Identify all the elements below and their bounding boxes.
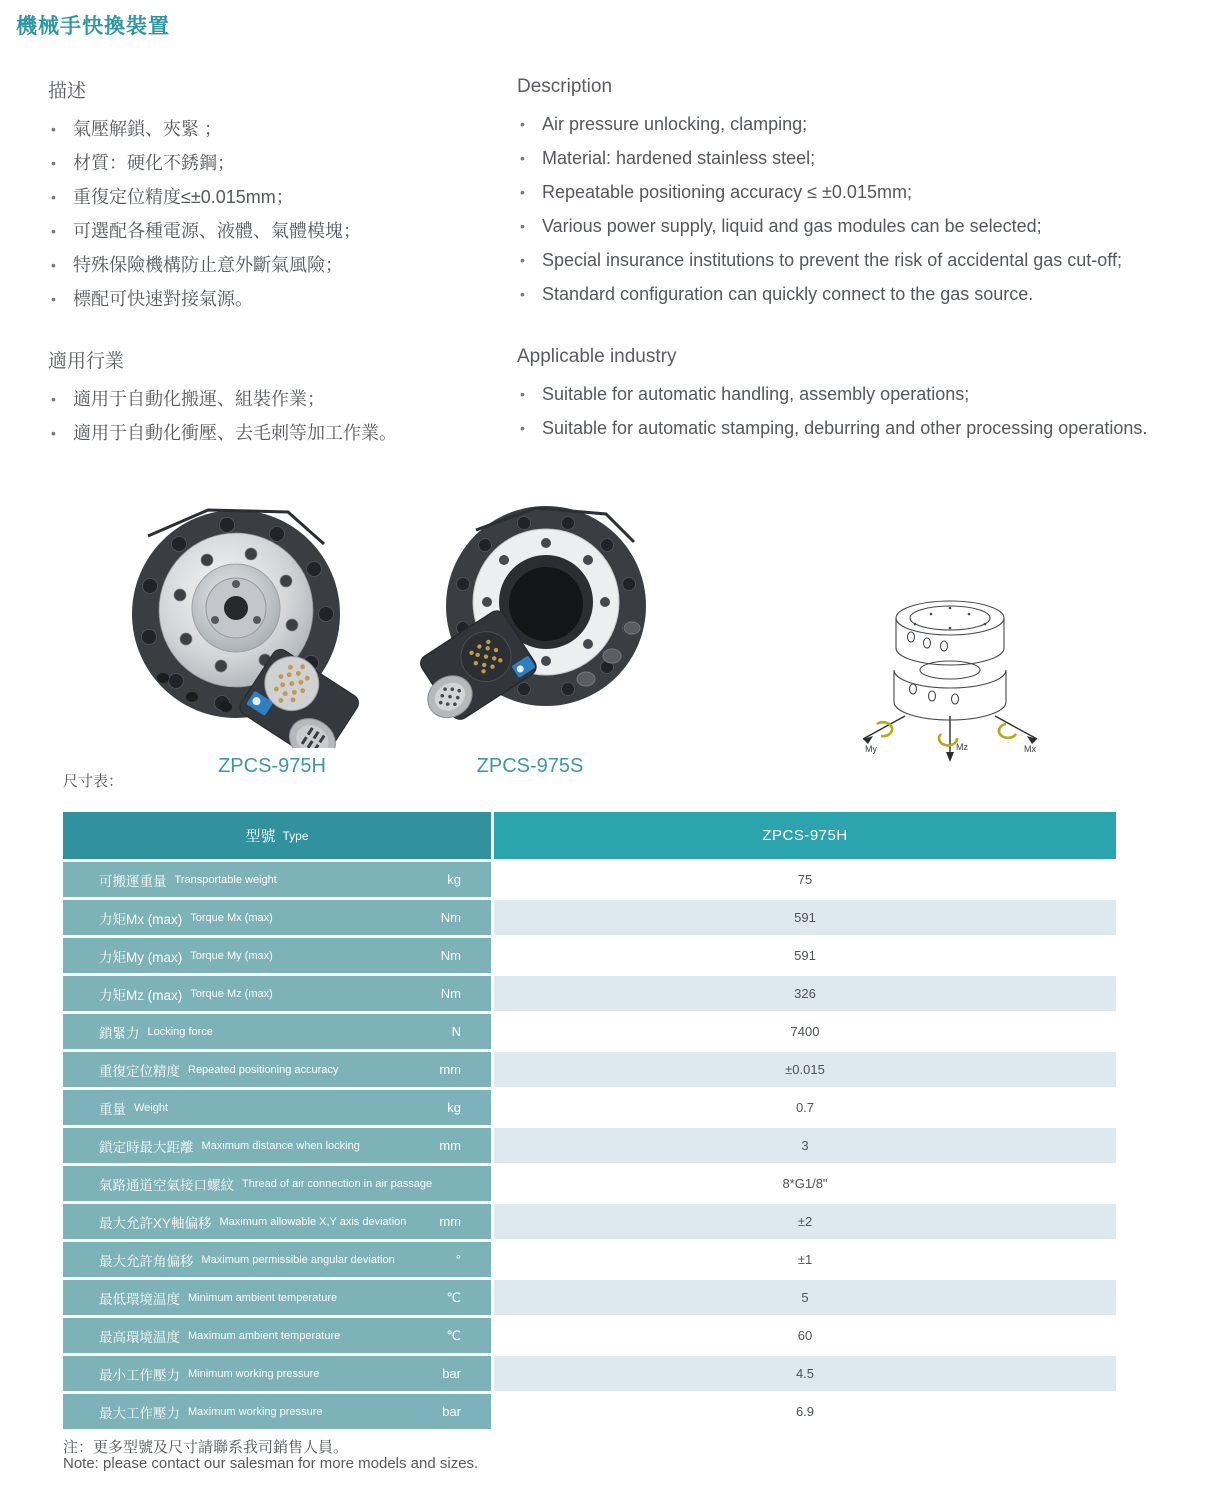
- list-item: • 重復定位精度≤±0.015mm；: [48, 183, 498, 211]
- table-row: [63, 1318, 1116, 1353]
- spec-unit: °: [455, 1252, 461, 1267]
- spec-label-cell: [63, 1014, 491, 1049]
- spec-unit: kg: [447, 872, 461, 887]
- spec-table-header: [63, 812, 1116, 859]
- spec-unit: mm: [439, 1138, 461, 1153]
- spec-value-cell: 591: [494, 938, 1116, 973]
- spec-unit: ℃: [446, 1327, 461, 1343]
- table-row: [63, 938, 1116, 973]
- spec-zh: 力矩Mz (max): [99, 987, 183, 1003]
- spec-label-cell: [63, 1356, 491, 1391]
- list-item: • Air pressure unlocking, clamping;: [517, 110, 1197, 138]
- spec-table: [63, 812, 1116, 1432]
- spec-zh: 力矩Mx (max): [99, 911, 183, 927]
- list-item: • 特殊保險機構防止意外斷氣風險；: [48, 251, 498, 279]
- spec-zh: 最大工作壓力: [99, 1405, 180, 1421]
- bullet-list: [48, 385, 498, 447]
- spec-label-cell: [63, 1318, 491, 1353]
- spec-value-cell: 0.7: [494, 1090, 1116, 1125]
- table-row: [63, 1242, 1116, 1277]
- note-en: Note: please contact our salesman for more models and sizes.: [63, 1455, 479, 1472]
- spec-label-cell: [63, 1128, 491, 1163]
- product-label-975s: ZPCS-975S: [476, 755, 584, 777]
- spec-zh: 可搬運重量: [99, 873, 167, 889]
- spec-value-cell: 591: [494, 900, 1116, 935]
- bullet-list: [517, 380, 1197, 442]
- spec-value-cell: 3: [494, 1128, 1116, 1163]
- list-item: • Material: hardened stainless steel;: [517, 144, 1197, 172]
- table-row: [63, 900, 1116, 935]
- spec-zh: 最高環境温度: [99, 1329, 180, 1345]
- spec-label-cell: [63, 1280, 491, 1315]
- list-item: • Standard configuration can quickly connect to the gas source.: [517, 280, 1197, 308]
- section-heading: Applicable industry: [517, 346, 677, 367]
- spec-en: Weight: [134, 1101, 169, 1114]
- spec-value-cell: ±2: [494, 1204, 1116, 1239]
- product-photo-975h-image: [88, 496, 390, 748]
- spec-unit: mm: [439, 1062, 461, 1077]
- spec-en: Minimum ambient temperature: [188, 1291, 338, 1304]
- list-item: • Suitable for automatic stamping, deburring and other processing operations.: [517, 414, 1197, 442]
- note-zh: 注：更多型號及尺寸請聯系我司銷售人員。: [63, 1439, 349, 1456]
- list-item: • Various power supply, liquid and gas modules can be selected;: [517, 212, 1197, 240]
- spec-unit: Nm: [440, 986, 461, 1001]
- spec-zh: 力矩My (max): [99, 949, 183, 965]
- size-table-label: 尺寸表：: [63, 773, 124, 790]
- spec-unit: N: [451, 1024, 461, 1039]
- spec-en: Maximum distance when locking: [201, 1139, 360, 1152]
- section-heading: Description: [517, 76, 613, 97]
- spec-zh: 鎖定時最大距離: [99, 1139, 194, 1155]
- table-row: [63, 1204, 1116, 1239]
- product-label-975h: ZPCS-975H: [218, 755, 326, 777]
- spec-value-cell: 60: [494, 1318, 1116, 1353]
- table-row: [63, 1394, 1116, 1429]
- table-row: [63, 1090, 1116, 1125]
- spec-value-cell: ±0.015: [494, 1052, 1116, 1087]
- spec-zh: 氣路通道空氣接口螺紋: [99, 1177, 234, 1193]
- list-item: • 材質：硬化不銹鋼；: [48, 149, 498, 177]
- list-item: • Special insurance institutions to prevent the risk of accidental gas cut-off;: [517, 246, 1197, 274]
- spec-zh: 最大允許角偏移: [99, 1253, 194, 1269]
- list-item: • 氣壓解鎖、夾緊 ；: [48, 115, 498, 143]
- spec-en: Repeated positioning accuracy: [188, 1063, 339, 1076]
- section-industry-zh: [48, 346, 498, 453]
- spec-en: Torque Mz (max): [190, 987, 273, 1000]
- bullet-list: [48, 115, 498, 313]
- spec-value-cell: 75: [494, 862, 1116, 897]
- spec-unit: bar: [442, 1404, 461, 1419]
- spec-unit: Nm: [440, 948, 461, 963]
- table-row: [63, 1014, 1116, 1049]
- spec-en: Minimum working pressure: [188, 1367, 320, 1380]
- table-row: [63, 1166, 1116, 1201]
- spec-en: Maximum working pressure: [188, 1405, 323, 1418]
- header-cell-type: [63, 812, 491, 859]
- list-item: • Suitable for automatic handling, assembly operations;: [517, 380, 1197, 408]
- page-title: 機械手快換裝置: [16, 15, 170, 38]
- spec-value-cell: 8*G1/8": [494, 1166, 1116, 1201]
- section-industry-en: [517, 346, 1197, 448]
- list-item: • Repeatable positioning accuracy ≤ ±0.015mm;: [517, 178, 1197, 206]
- spec-label-cell: [63, 976, 491, 1011]
- spec-value-cell: 4.5: [494, 1356, 1116, 1391]
- section-description-zh: [48, 76, 498, 319]
- spec-label-cell: [63, 862, 491, 897]
- list-item: • 適用于自動化衝壓、去毛刺等加工作業。: [48, 419, 498, 447]
- spec-unit: mm: [439, 1214, 461, 1229]
- table-row: [63, 862, 1116, 897]
- table-row: [63, 1280, 1116, 1315]
- spec-en: Transportable weight: [174, 873, 277, 886]
- spec-label-cell: [63, 1166, 491, 1201]
- table-row: [63, 1128, 1116, 1163]
- spec-en: Maximum permissible angular deviation: [201, 1253, 395, 1266]
- spec-label-cell: [63, 900, 491, 935]
- spec-en: Torque Mx (max): [190, 911, 273, 924]
- axis-label-my: My: [865, 744, 877, 754]
- spec-zh: 最小工作壓力: [99, 1367, 180, 1383]
- spec-value-cell: 5: [494, 1280, 1116, 1315]
- table-row: [63, 976, 1116, 1011]
- list-item: • 可選配各種電源、液體、氣體模塊；: [48, 217, 498, 245]
- spec-zh: 最低環境温度: [99, 1291, 180, 1307]
- table-row: [63, 1052, 1116, 1087]
- list-item: • 標配可快速對接氣源。: [48, 285, 498, 313]
- spec-zh: 鎖緊力: [99, 1025, 140, 1041]
- spec-value-cell: ±1: [494, 1242, 1116, 1277]
- spec-unit: Nm: [440, 910, 461, 925]
- axis-label-mz: Mz: [956, 742, 968, 752]
- spec-value-cell: 326: [494, 976, 1116, 1011]
- header-type-en: Type: [282, 828, 309, 843]
- axis-label-mx: Mx: [1024, 744, 1036, 754]
- spec-label-cell: [63, 1052, 491, 1087]
- header-type-zh: 型號: [245, 828, 276, 845]
- spec-en: Locking force: [147, 1025, 213, 1038]
- spec-label-cell: [63, 1242, 491, 1277]
- spec-label-cell: [63, 1204, 491, 1239]
- spec-en: Thread of air connection in air passage: [242, 1177, 433, 1190]
- spec-en: Torque My (max): [190, 949, 273, 962]
- spec-label-cell: [63, 1394, 491, 1429]
- spec-en: Maximum allowable X,Y axis deviation: [219, 1215, 407, 1228]
- spec-unit: ℃: [446, 1289, 461, 1305]
- spec-table-body: [63, 862, 1116, 1429]
- spec-label-cell: [63, 1090, 491, 1125]
- spec-value-cell: 7400: [494, 1014, 1116, 1049]
- spec-en: Maximum ambient temperature: [188, 1329, 341, 1342]
- table-row: [63, 1356, 1116, 1391]
- spec-unit: kg: [447, 1100, 461, 1115]
- spec-zh: 重復定位精度: [99, 1063, 180, 1079]
- torque-axes-drawing: [843, 578, 1060, 775]
- product-photo-975s-image: [406, 498, 674, 750]
- spec-label-cell: [63, 938, 491, 973]
- spec-value-cell: 6.9: [494, 1394, 1116, 1429]
- header-cell-model: ZPCS-975H: [494, 812, 1116, 859]
- spec-zh: 最大允許XY軸偏移: [99, 1215, 212, 1231]
- spec-zh: 重量: [99, 1101, 126, 1117]
- section-description-en: [517, 76, 1197, 314]
- section-heading: 描述: [48, 81, 87, 102]
- bullet-list: [517, 110, 1197, 308]
- spec-unit: bar: [442, 1366, 461, 1381]
- section-heading: 適用行業: [48, 351, 125, 372]
- list-item: • 適用于自動化搬運、組裝作業；: [48, 385, 498, 413]
